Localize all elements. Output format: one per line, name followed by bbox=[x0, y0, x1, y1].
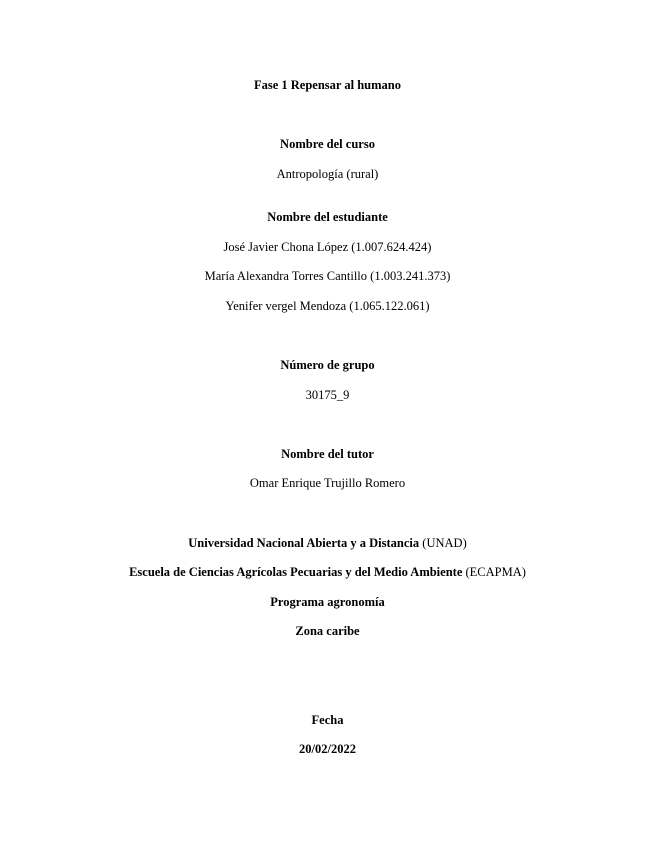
school-name: Escuela de Ciencias Agrícolas Pecuarias y del Medio Ambiente bbox=[129, 565, 463, 579]
course-heading: Nombre del curso bbox=[280, 137, 375, 151]
student-name: María Alexandra Torres Cantillo (1.003.241.373) bbox=[204, 269, 451, 283]
tutor-name: Omar Enrique Trujillo Romero bbox=[249, 476, 406, 490]
university-line bbox=[0, 535, 655, 551]
student-name: José Javier Chona López (1.007.624.424) bbox=[223, 240, 432, 254]
student-heading: Nombre del estudiante bbox=[267, 210, 388, 224]
date-value: 20/02/2022 bbox=[299, 742, 356, 756]
document-title: Fase 1 Repensar al humano bbox=[253, 78, 401, 92]
date-heading: Fecha bbox=[311, 713, 344, 727]
university-abbreviation: (UNAD) bbox=[422, 536, 467, 550]
student-name: Yenifer vergel Mendoza (1.065.122.061) bbox=[225, 299, 430, 313]
school-line bbox=[0, 564, 655, 580]
tutor-heading: Nombre del tutor bbox=[281, 447, 374, 461]
group-number: 30175_9 bbox=[305, 388, 350, 402]
university-name: Universidad Nacional Abierta y a Distancia bbox=[188, 536, 420, 550]
group-heading: Número de grupo bbox=[280, 358, 375, 372]
zone-name: Zona caribe bbox=[295, 624, 360, 638]
school-abbreviation: (ECAPMA) bbox=[465, 565, 526, 579]
course-name: Antropología (rural) bbox=[276, 167, 379, 181]
program-name: Programa agronomía bbox=[270, 595, 385, 609]
